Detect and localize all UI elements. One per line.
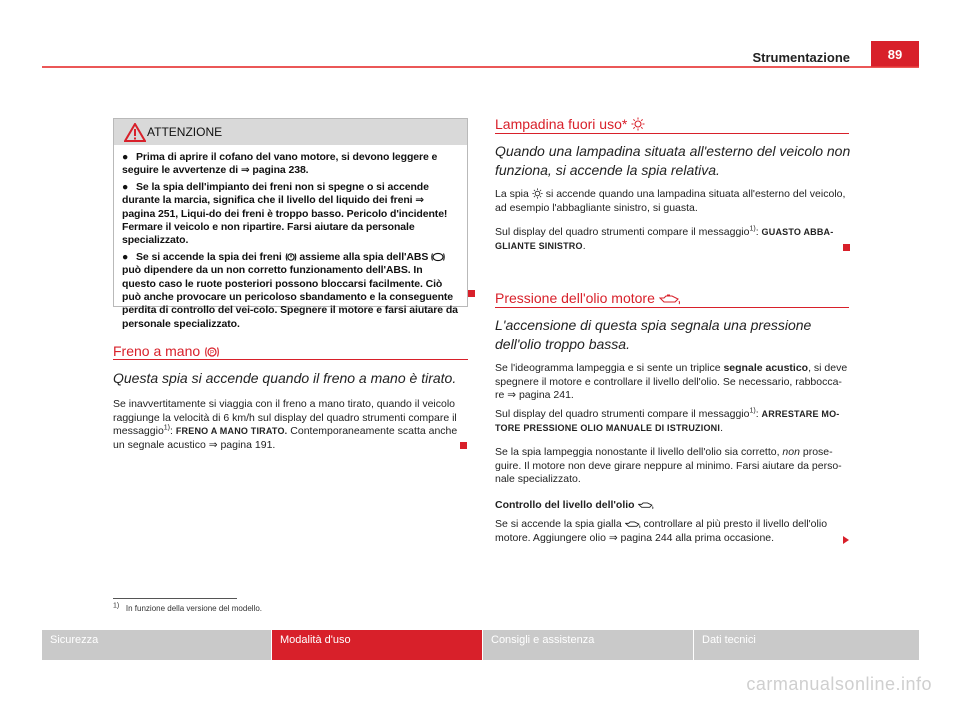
paragraph-lampadina: La spia si accende quando una lampadina situata all'esterno del veicolo, ad esempio l'abbagliante sinistro, si guasta.: [495, 188, 846, 214]
section-title-olio: Pressione dell'olio motore: [495, 290, 681, 306]
warning-body: [114, 145, 467, 331]
oil-pressure-icon: [659, 294, 681, 305]
nav-tab-sicurezza[interactable]: Sicurezza: [42, 630, 271, 660]
footnote-rule: [113, 598, 237, 599]
bulb-failure-icon: [532, 188, 543, 199]
display-message: FRENO A MANO TIRATO.: [175, 426, 288, 436]
section-end-marker: [460, 442, 467, 449]
section-lead-olio: L'accensione di questa spia segnala una pressione dell'olio troppo bassa.: [495, 317, 812, 352]
nav-tab-consigli-assistenza[interactable]: Consigli e assistenza: [483, 630, 693, 660]
watermark: carmanualsonline.info: [746, 674, 932, 694]
display-message: ARRESTARE MO-TORE PRESSIONE OLIO MANUALE DI ISTRUZIONI: [495, 409, 840, 433]
svg-text:P: P: [210, 350, 215, 357]
paragraph-olio-4: Se si accende la spia gialla controllare al più presto il livello dell'olio motore. Aggiungere olio ⇒ pagina 244 alla prima occasione.: [495, 518, 828, 544]
abs-warning-icon: [431, 252, 445, 262]
parking-brake-icon: [204, 346, 220, 358]
page-header-title: Strumentazione: [752, 50, 850, 65]
footnote: $^{1)}$ In funzione della versione del modello.: [113, 602, 262, 613]
brake-warning-icon: [285, 252, 297, 262]
header-rule: [42, 66, 919, 68]
paragraph-olio-message: Sul display del quadro strumenti compare il messaggio$^{1)}$: ARRESTARE MO-TORE PRESSIONE OLIO MANUALE DI ISTRUZIONI.: [495, 407, 840, 434]
section-rule: [495, 133, 849, 134]
paragraph-olio-3: Se la spia lampeggia nonostante il livello dell'olio sia corretto, non prose-guire. Il motore non deve girare neppure al minimo. Farsi aiutare da perso-nale specializzato.: [495, 446, 842, 485]
warning-bullet: ● Se si accende la spia dei freni assieme alla spia dell'ABS può dipendere da un non corretto funzionamento dell'ABS. In questo caso le ruote posteriori possono bloccarsi facilmente. Ciò può anche provocare un pericoloso sbandamento e la conseguente perdita di controllo del vei-colo. Spegnere il motore e farsi aiutare da personale specializzato.: [122, 250, 458, 330]
section-title-freno: Freno a mano P: [113, 343, 220, 359]
section-end-marker: [468, 290, 475, 297]
warning-title: ATTENZIONE: [147, 125, 223, 139]
warning-bullet: ● Se la spia dell'impianto dei freni non si spegne o si accende durante la marcia, significa che il livello del liquido dei freni ⇒ pagina 251, Liqui-do dei freni è troppo basso. Pericolo d'incidente! Fermare il veicolo e non ripartire. Farsi aiutare da personale specializzato.: [122, 180, 448, 247]
paragraph-lampadina-message: Sul display del quadro strumenti compare il messaggio$^{1)}$: GUASTO ABBA-GLIANTE SINISTRO.: [495, 225, 834, 252]
bulb-failure-icon: [631, 117, 645, 131]
section-title-lampadina: Lampadina fuori uso*: [495, 116, 645, 132]
section-lead-lampadina: Quando una lampadina situata all'esterno del veicolo non funziona, si accende la spia relativa.: [495, 143, 851, 178]
warning-bullet: ● Prima di aprire il cofano del vano motore, si devono leggere e seguire le avvertenze di ⇒ pagina 238.: [122, 151, 438, 177]
oil-level-icon: [625, 520, 641, 529]
section-end-marker: [843, 244, 850, 251]
display-message: GUASTO ABBA-GLIANTE SINISTRO: [495, 227, 834, 251]
section-lead-freno: Questa spia si accende quando il freno a mano è tirato.: [113, 370, 457, 386]
warning-header: [114, 119, 467, 145]
paragraph-freno: Se inavvertitamente si viaggia con il freno a mano tirato, quando il veicolo raggiunge la velocità di 6 km/h sul display del quadro strumenti compare il messaggio$^{1)}$: FRENO A MANO TIRATO. Contemporaneamente scatta anche un segnale acustico ⇒ pagina 191.: [113, 398, 458, 451]
paragraph-olio-1: Se l'ideogramma lampeggia e si sente un triplice segnale acustico, si deve spegnere il motore e controllare il livello dell'olio. Se necessario, rabbocca-re ⇒ pagina 241.: [495, 362, 848, 401]
nav-tab-dati-tecnici[interactable]: Dati tecnici: [694, 630, 919, 660]
warning-triangle-icon: [124, 123, 146, 142]
nav-tab-modalita-uso[interactable]: Modalità d'uso: [272, 630, 482, 660]
oil-level-icon: [638, 501, 654, 510]
section-rule: [495, 307, 849, 308]
continue-arrow-icon: [843, 536, 849, 544]
subheading-olio: Controllo del livello dell'olio: [495, 499, 850, 513]
section-rule: [113, 359, 468, 360]
page-number: 89: [871, 41, 919, 67]
warning-box: [113, 118, 468, 330]
